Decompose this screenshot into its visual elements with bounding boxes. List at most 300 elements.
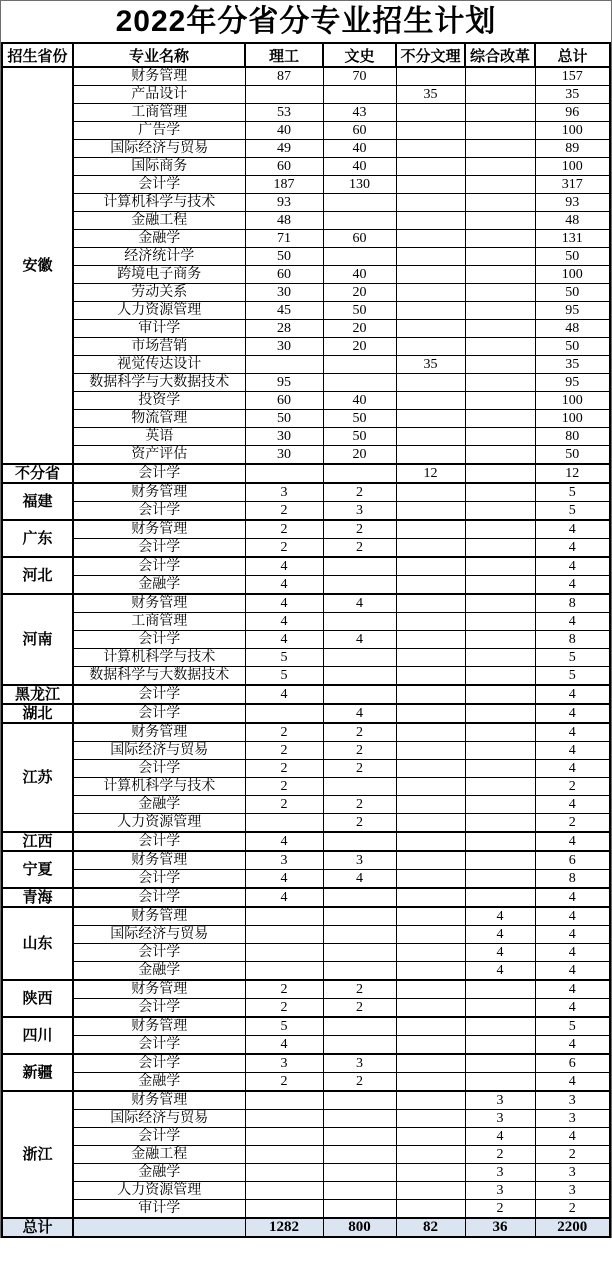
science-count-cell [245, 1110, 323, 1128]
major-cell: 财务管理 [73, 483, 245, 502]
no-division-count-cell [396, 1017, 465, 1036]
no-division-count-cell [396, 104, 465, 122]
row-total-cell: 100 [535, 158, 610, 176]
science-count-cell: 2 [245, 1073, 323, 1092]
major-cell: 数据科学与大数据技术 [73, 374, 245, 392]
comprehensive-reform-count-cell [465, 230, 535, 248]
liberal-arts-count-cell [323, 1164, 396, 1182]
major-cell: 金融学 [73, 1073, 245, 1092]
table-row [2, 230, 610, 248]
province-cell: 安徽 [2, 67, 73, 464]
major-cell: 审计学 [73, 320, 245, 338]
liberal-arts-count-cell: 2 [323, 723, 396, 742]
comprehensive-reform-count-cell [465, 104, 535, 122]
table-row [2, 464, 610, 483]
science-count-cell: 4 [245, 557, 323, 576]
comprehensive-reform-count-cell [465, 832, 535, 851]
science-count-cell: 30 [245, 428, 323, 446]
no-division-count-cell [396, 122, 465, 140]
major-cell: 会计学 [73, 685, 245, 704]
major-cell: 金融工程 [73, 212, 245, 230]
row-total-cell: 2 [535, 814, 610, 833]
no-division-count-cell [396, 649, 465, 667]
science-count-cell: 2 [245, 520, 323, 539]
science-count-cell: 30 [245, 338, 323, 356]
liberal-arts-count-cell: 2 [323, 483, 396, 502]
comprehensive-reform-count-cell [465, 248, 535, 266]
row-total-cell: 5 [535, 667, 610, 686]
science-count-cell: 60 [245, 266, 323, 284]
row-total-cell: 6 [535, 1054, 610, 1073]
table-row [2, 212, 610, 230]
table-row [2, 742, 610, 760]
comprehensive-reform-count-cell [465, 704, 535, 723]
comprehensive-reform-count-cell [465, 194, 535, 212]
no-division-count-cell [396, 613, 465, 631]
row-total-cell: 4 [535, 613, 610, 631]
major-cell: 人力资源管理 [73, 814, 245, 833]
comprehensive-reform-count-cell [465, 980, 535, 999]
no-division-count-cell [396, 760, 465, 778]
no-division-count-cell [396, 520, 465, 539]
major-cell: 金融学 [73, 576, 245, 595]
row-total-cell: 4 [535, 1073, 610, 1092]
table-row [2, 685, 610, 704]
table-row [2, 502, 610, 521]
no-division-count-cell [396, 557, 465, 576]
science-count-cell: 3 [245, 483, 323, 502]
science-count-cell [245, 1128, 323, 1146]
liberal-arts-count-cell: 60 [323, 122, 396, 140]
grand-total-science-cell: 1282 [245, 1218, 323, 1237]
comprehensive-reform-count-cell [465, 851, 535, 870]
row-total-cell: 157 [535, 67, 610, 86]
major-cell: 资产评估 [73, 446, 245, 465]
comprehensive-reform-count-cell [465, 320, 535, 338]
liberal-arts-count-cell [323, 576, 396, 595]
table-row [2, 870, 610, 889]
row-total-cell: 5 [535, 502, 610, 521]
liberal-arts-count-cell: 2 [323, 980, 396, 999]
no-division-count-cell [396, 1110, 465, 1128]
liberal-arts-count-cell: 2 [323, 999, 396, 1018]
comprehensive-reform-count-cell [465, 667, 535, 686]
table-row [2, 410, 610, 428]
enrollment-plan-table [1, 42, 611, 1238]
comprehensive-reform-count-cell [465, 428, 535, 446]
science-count-cell [245, 1200, 323, 1219]
liberal-arts-count-cell: 43 [323, 104, 396, 122]
major-cell: 会计学 [73, 760, 245, 778]
science-count-cell: 49 [245, 140, 323, 158]
science-count-cell: 2 [245, 760, 323, 778]
liberal-arts-count-cell [323, 1200, 396, 1219]
table-row [2, 704, 610, 723]
province-cell: 福建 [2, 483, 73, 520]
liberal-arts-count-cell: 50 [323, 302, 396, 320]
no-division-count-cell [396, 778, 465, 796]
table-row [2, 158, 610, 176]
comprehensive-reform-count-cell [465, 122, 535, 140]
province-cell: 江西 [2, 832, 73, 851]
major-cell: 市场营销 [73, 338, 245, 356]
no-division-count-cell [396, 962, 465, 981]
row-total-cell: 4 [535, 1036, 610, 1055]
liberal-arts-count-cell [323, 248, 396, 266]
liberal-arts-count-cell: 2 [323, 520, 396, 539]
row-total-cell: 2 [535, 778, 610, 796]
comprehensive-reform-count-cell [465, 685, 535, 704]
col-header-total: 总计 [535, 43, 610, 67]
liberal-arts-count-cell [323, 888, 396, 907]
comprehensive-reform-count-cell [465, 870, 535, 889]
row-total-cell: 4 [535, 796, 610, 814]
comprehensive-reform-count-cell [465, 502, 535, 521]
row-total-cell: 35 [535, 86, 610, 104]
table-row [2, 557, 610, 576]
comprehensive-reform-count-cell [465, 557, 535, 576]
no-division-count-cell [396, 320, 465, 338]
no-division-count-cell [396, 446, 465, 465]
liberal-arts-count-cell [323, 86, 396, 104]
table-row [2, 176, 610, 194]
province-cell: 陕西 [2, 980, 73, 1017]
liberal-arts-count-cell [323, 649, 396, 667]
row-total-cell: 4 [535, 999, 610, 1018]
comprehensive-reform-count-cell [465, 613, 535, 631]
liberal-arts-count-cell: 20 [323, 320, 396, 338]
row-total-cell: 4 [535, 685, 610, 704]
liberal-arts-count-cell: 40 [323, 392, 396, 410]
major-cell: 会计学 [73, 557, 245, 576]
science-count-cell: 2 [245, 502, 323, 521]
table-row [2, 520, 610, 539]
no-division-count-cell [396, 851, 465, 870]
comprehensive-reform-count-cell [465, 723, 535, 742]
liberal-arts-count-cell: 4 [323, 704, 396, 723]
liberal-arts-count-cell: 40 [323, 266, 396, 284]
science-count-cell [245, 1164, 323, 1182]
comprehensive-reform-count-cell [465, 796, 535, 814]
science-count-cell: 4 [245, 888, 323, 907]
no-division-count-cell [396, 266, 465, 284]
province-cell: 江苏 [2, 723, 73, 832]
major-cell: 金融学 [73, 230, 245, 248]
row-total-cell: 6 [535, 851, 610, 870]
no-division-count-cell [396, 1164, 465, 1182]
table-row [2, 86, 610, 104]
no-division-count-cell [396, 212, 465, 230]
comprehensive-reform-count-cell [465, 594, 535, 613]
grand-total-liberal-arts-cell: 800 [323, 1218, 396, 1237]
liberal-arts-count-cell: 50 [323, 428, 396, 446]
no-division-count-cell [396, 502, 465, 521]
table-row [2, 926, 610, 944]
province-cell: 四川 [2, 1017, 73, 1054]
science-count-cell: 2 [245, 980, 323, 999]
table-row [2, 356, 610, 374]
no-division-count-cell: 12 [396, 464, 465, 483]
major-cell: 会计学 [73, 539, 245, 558]
comprehensive-reform-count-cell [465, 266, 535, 284]
no-division-count-cell [396, 1091, 465, 1110]
major-cell: 财务管理 [73, 851, 245, 870]
major-cell: 工商管理 [73, 613, 245, 631]
comprehensive-reform-count-cell [465, 483, 535, 502]
province-cell: 青海 [2, 888, 73, 907]
science-count-cell: 4 [245, 613, 323, 631]
major-cell: 产品设计 [73, 86, 245, 104]
comprehensive-reform-count-cell [465, 576, 535, 595]
col-header-province: 招生省份 [2, 43, 73, 67]
comprehensive-reform-count-cell: 2 [465, 1146, 535, 1164]
science-count-cell: 187 [245, 176, 323, 194]
table-row [2, 814, 610, 833]
science-count-cell: 2 [245, 796, 323, 814]
science-count-cell: 71 [245, 230, 323, 248]
no-division-count-cell [396, 631, 465, 649]
row-total-cell: 317 [535, 176, 610, 194]
row-total-cell: 95 [535, 374, 610, 392]
major-cell: 数据科学与大数据技术 [73, 667, 245, 686]
table-row [2, 483, 610, 502]
row-total-cell: 8 [535, 870, 610, 889]
science-count-cell: 5 [245, 667, 323, 686]
no-division-count-cell [396, 302, 465, 320]
table-row [2, 1091, 610, 1110]
liberal-arts-count-cell [323, 778, 396, 796]
science-count-cell [245, 356, 323, 374]
no-division-count-cell [396, 194, 465, 212]
province-cell: 湖北 [2, 704, 73, 723]
row-total-cell: 48 [535, 320, 610, 338]
table-row [2, 1036, 610, 1055]
comprehensive-reform-count-cell: 3 [465, 1091, 535, 1110]
liberal-arts-count-cell: 2 [323, 1073, 396, 1092]
table-row [2, 1146, 610, 1164]
major-cell: 金融学 [73, 962, 245, 981]
row-total-cell: 100 [535, 410, 610, 428]
liberal-arts-count-cell [323, 667, 396, 686]
major-cell: 计算机科学与技术 [73, 194, 245, 212]
science-count-cell: 28 [245, 320, 323, 338]
liberal-arts-count-cell: 2 [323, 814, 396, 833]
grand-total-row [2, 1218, 610, 1237]
row-total-cell: 12 [535, 464, 610, 483]
major-cell: 会计学 [73, 944, 245, 962]
major-cell: 会计学 [73, 464, 245, 483]
science-count-cell: 4 [245, 576, 323, 595]
table-row [2, 338, 610, 356]
table-row [2, 67, 610, 86]
major-cell: 计算机科学与技术 [73, 778, 245, 796]
page-title: 2022年分省分专业招生计划 [115, 5, 497, 38]
comprehensive-reform-count-cell [465, 392, 535, 410]
liberal-arts-count-cell [323, 1017, 396, 1036]
table-row [2, 1200, 610, 1219]
table-row [2, 1017, 610, 1036]
row-total-cell: 100 [535, 122, 610, 140]
row-total-cell: 48 [535, 212, 610, 230]
table-row [2, 194, 610, 212]
liberal-arts-count-cell [323, 1146, 396, 1164]
comprehensive-reform-count-cell [465, 284, 535, 302]
science-count-cell: 5 [245, 649, 323, 667]
row-total-cell: 4 [535, 723, 610, 742]
no-division-count-cell [396, 539, 465, 558]
col-header-comprehensive-reform: 综合改革 [465, 43, 535, 67]
row-total-cell: 3 [535, 1091, 610, 1110]
table-row [2, 392, 610, 410]
comprehensive-reform-count-cell [465, 888, 535, 907]
science-count-cell [245, 464, 323, 483]
col-header-no-division: 不分文理 [396, 43, 465, 67]
no-division-count-cell [396, 140, 465, 158]
no-division-count-cell [396, 870, 465, 889]
science-count-cell: 4 [245, 1036, 323, 1055]
comprehensive-reform-count-cell: 2 [465, 1200, 535, 1219]
liberal-arts-count-cell: 40 [323, 158, 396, 176]
liberal-arts-count-cell: 70 [323, 67, 396, 86]
row-total-cell: 50 [535, 446, 610, 465]
comprehensive-reform-count-cell [465, 302, 535, 320]
row-total-cell: 95 [535, 302, 610, 320]
no-division-count-cell [396, 685, 465, 704]
row-total-cell: 3 [535, 1164, 610, 1182]
table-row [2, 594, 610, 613]
table-row [2, 962, 610, 981]
liberal-arts-count-cell: 130 [323, 176, 396, 194]
comprehensive-reform-count-cell [465, 464, 535, 483]
row-total-cell: 5 [535, 1017, 610, 1036]
science-count-cell: 4 [245, 685, 323, 704]
liberal-arts-count-cell [323, 1128, 396, 1146]
comprehensive-reform-count-cell [465, 67, 535, 86]
province-cell: 河南 [2, 594, 73, 685]
row-total-cell: 4 [535, 576, 610, 595]
row-total-cell: 4 [535, 760, 610, 778]
table-row [2, 140, 610, 158]
major-cell: 会计学 [73, 1036, 245, 1055]
liberal-arts-count-cell [323, 1110, 396, 1128]
major-cell: 人力资源管理 [73, 1182, 245, 1200]
row-total-cell: 50 [535, 248, 610, 266]
table-row [2, 1164, 610, 1182]
liberal-arts-count-cell [323, 907, 396, 926]
province-cell: 浙江 [2, 1091, 73, 1218]
science-count-cell: 2 [245, 723, 323, 742]
liberal-arts-count-cell: 50 [323, 410, 396, 428]
science-count-cell: 30 [245, 284, 323, 302]
province-cell: 广东 [2, 520, 73, 557]
table-row [2, 631, 610, 649]
comprehensive-reform-count-cell [465, 778, 535, 796]
liberal-arts-count-cell: 20 [323, 446, 396, 465]
comprehensive-reform-count-cell [465, 520, 535, 539]
comprehensive-reform-count-cell [465, 410, 535, 428]
science-count-cell: 2 [245, 999, 323, 1018]
science-count-cell [245, 944, 323, 962]
comprehensive-reform-count-cell [465, 539, 535, 558]
liberal-arts-count-cell: 4 [323, 870, 396, 889]
table-row [2, 832, 610, 851]
no-division-count-cell [396, 832, 465, 851]
comprehensive-reform-count-cell: 4 [465, 907, 535, 926]
table-row [2, 302, 610, 320]
major-cell: 会计学 [73, 704, 245, 723]
no-division-count-cell [396, 410, 465, 428]
table-row [2, 1110, 610, 1128]
liberal-arts-count-cell [323, 212, 396, 230]
major-cell: 金融学 [73, 796, 245, 814]
row-total-cell: 4 [535, 944, 610, 962]
major-cell: 金融学 [73, 1164, 245, 1182]
comprehensive-reform-count-cell: 3 [465, 1164, 535, 1182]
row-total-cell: 100 [535, 266, 610, 284]
major-cell: 会计学 [73, 832, 245, 851]
col-header-science: 理工 [245, 43, 323, 67]
comprehensive-reform-count-cell [465, 1017, 535, 1036]
comprehensive-reform-count-cell [465, 356, 535, 374]
science-count-cell: 2 [245, 539, 323, 558]
science-count-cell [245, 814, 323, 833]
no-division-count-cell [396, 888, 465, 907]
row-total-cell: 131 [535, 230, 610, 248]
table-row [2, 122, 610, 140]
table-row [2, 907, 610, 926]
major-cell: 会计学 [73, 1128, 245, 1146]
comprehensive-reform-count-cell [465, 446, 535, 465]
science-count-cell: 40 [245, 122, 323, 140]
row-total-cell: 4 [535, 557, 610, 576]
science-count-cell [245, 907, 323, 926]
no-division-count-cell [396, 1146, 465, 1164]
no-division-count-cell [396, 814, 465, 833]
table-row [2, 778, 610, 796]
no-division-count-cell [396, 926, 465, 944]
comprehensive-reform-count-cell [465, 1073, 535, 1092]
science-count-cell: 50 [245, 248, 323, 266]
row-total-cell: 4 [535, 907, 610, 926]
row-total-cell: 89 [535, 140, 610, 158]
table-row [2, 374, 610, 392]
liberal-arts-count-cell: 2 [323, 539, 396, 558]
science-count-cell [245, 86, 323, 104]
science-count-cell [245, 1182, 323, 1200]
major-cell: 财务管理 [73, 980, 245, 999]
liberal-arts-count-cell: 20 [323, 284, 396, 302]
comprehensive-reform-count-cell: 3 [465, 1182, 535, 1200]
table-row [2, 1073, 610, 1092]
comprehensive-reform-count-cell: 3 [465, 1110, 535, 1128]
no-division-count-cell [396, 723, 465, 742]
major-cell: 国际经济与贸易 [73, 140, 245, 158]
science-count-cell [245, 704, 323, 723]
no-division-count-cell [396, 594, 465, 613]
col-header-liberal-arts: 文史 [323, 43, 396, 67]
table-row [2, 428, 610, 446]
no-division-count-cell [396, 374, 465, 392]
major-cell: 财务管理 [73, 67, 245, 86]
province-cell: 河北 [2, 557, 73, 594]
no-division-count-cell [396, 1054, 465, 1073]
no-division-count-cell [396, 284, 465, 302]
major-cell: 会计学 [73, 888, 245, 907]
table-body [2, 67, 610, 1237]
table-row [2, 649, 610, 667]
liberal-arts-count-cell: 3 [323, 1054, 396, 1073]
liberal-arts-count-cell [323, 1182, 396, 1200]
